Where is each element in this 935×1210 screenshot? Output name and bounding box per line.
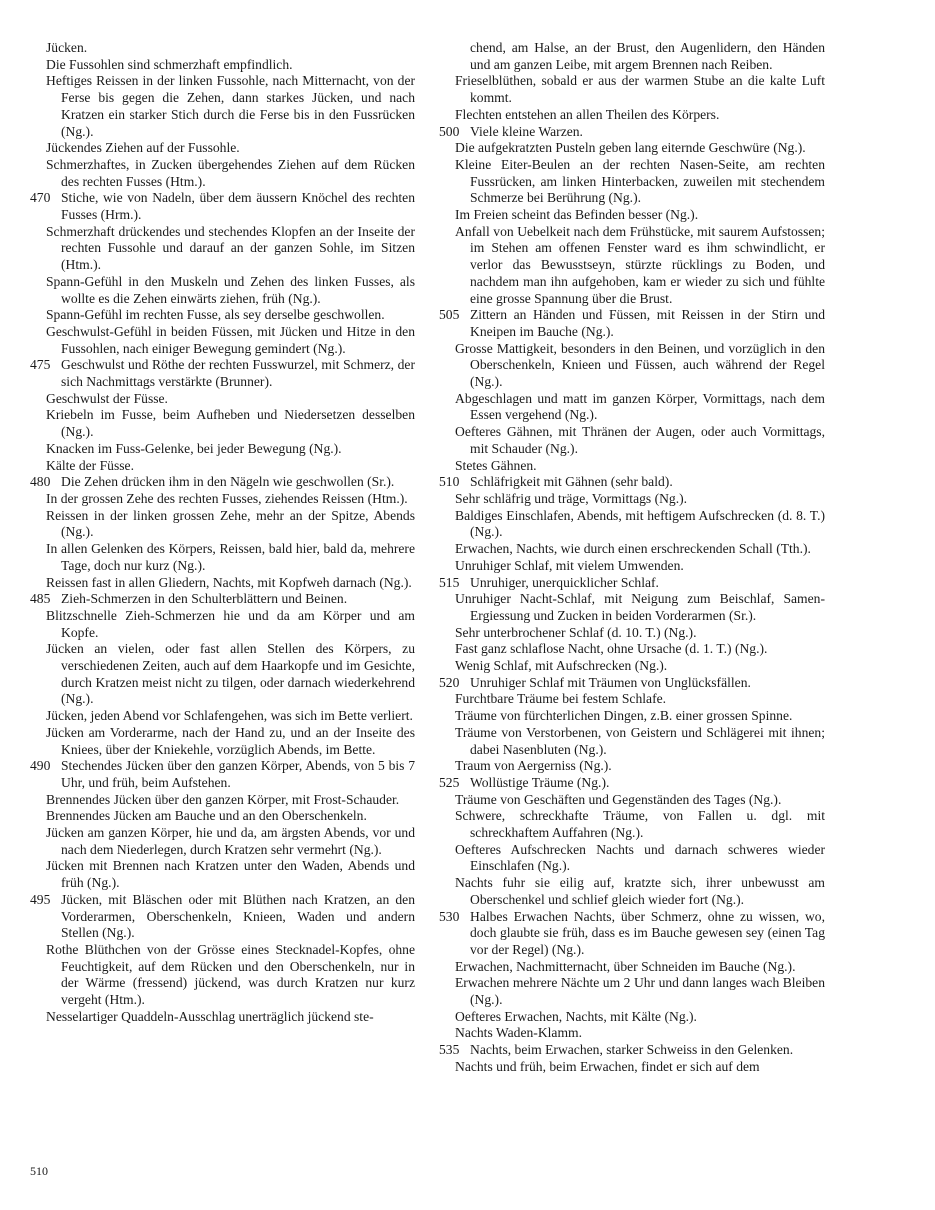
page-number: 510 (30, 1164, 48, 1178)
entry-text: Die Zehen drücken ihm in den Nägeln wie geschwollen (Sr.). (61, 474, 395, 490)
symptom-entry (30, 808, 415, 825)
entry-number: 470 (30, 190, 51, 206)
symptom-entry (30, 725, 415, 758)
entry-text: Jücken. (46, 40, 88, 55)
entry-text: Viele kleine Warzen. (470, 123, 583, 139)
entry-number: 490 (30, 758, 51, 774)
entry-text: Die Fussohlen sind schmerzhaft empfindlich. (46, 56, 293, 72)
entry-text: Baldiges Einschlafen, Abends, mit heftigem Aufschrecken (d. 8. T.) (Ng.). (455, 507, 825, 540)
entry-text: Fast ganz schlaflose Nacht, ohne Ursache (d. 1. T.) (Ng.). (455, 641, 768, 657)
symptom-entry (439, 975, 825, 1008)
symptom-entry (439, 725, 825, 758)
symptom-entry (439, 424, 825, 457)
entry-text: Oefteres Gähnen, mit Thränen der Augen, oder auch Vormittags, mit Schauder (Ng.). (455, 424, 825, 456)
symptom-entry (30, 274, 415, 307)
symptom-entry (30, 641, 415, 708)
symptom-entry (439, 875, 825, 908)
entry-text: Erwachen, Nachmitternacht, über Schneiden im Bauche (Ng.). (455, 958, 796, 974)
entry-text: Sehr unterbrochener Schlaf (d. 10. T.) (Ng.). (455, 624, 697, 640)
entry-text: Kriebeln im Fusse, beim Aufheben und Niedersetzen desselben (Ng.). (46, 407, 415, 440)
symptom-entry (439, 73, 825, 106)
symptom-entry (30, 825, 415, 858)
entry-number: 495 (30, 891, 51, 907)
symptom-entry (30, 324, 415, 357)
symptom-entry (30, 1009, 415, 1026)
entry-text: Träume von Geschäften und Gegenständen des Tages (Ng.). (455, 791, 782, 807)
entry-text: Geschwulst und Röthe der rechten Fusswurzel, mit Schmerz, der sich Nachmittags verstärkte (Brunner). (61, 357, 415, 390)
symptom-entry (30, 157, 415, 190)
entry-text: Oefteres Aufschrecken Nachts und darnach schweres wieder Einschlafen (Ng.). (455, 841, 825, 874)
symptom-entry (439, 341, 825, 391)
symptom-entry (30, 508, 415, 541)
symptom-entry (439, 792, 825, 809)
entry-text: Stetes Gähnen. (455, 457, 537, 473)
entry-text: Jücken, mit Bläschen oder mit Blüthen nach Kratzen, an den Vorderarmen, Oberschenkeln, Knieen, Waden und andern Stellen (Ng.). (61, 891, 415, 941)
entry-text: Stiche, wie von Nadeln, über dem äussern Knöchel des rechten Fusses (Hrm.). (61, 190, 415, 223)
symptom-entry (439, 1025, 825, 1042)
symptom-entry (30, 758, 415, 791)
entry-text: Erwachen, Nachts, wie durch einen erschreckenden Schall (Tth.). (455, 541, 811, 557)
symptom-entry (30, 40, 415, 57)
symptom-entry (30, 858, 415, 891)
entry-number: 510 (439, 474, 460, 490)
symptom-entry (439, 558, 825, 575)
symptom-entry (439, 508, 825, 541)
symptom-entry (30, 591, 415, 608)
symptom-entry (30, 391, 415, 408)
symptom-entry (439, 107, 825, 124)
entry-text: Heftiges Reissen in der linken Fussohle, nach Mitternacht, von der Ferse bis gegen die Zehen, dann starkes Jücken, und nach Kratzen ein starker Stich durch die Ferse bis in den Fussrücken (Ng.). (46, 73, 415, 139)
left-column (30, 40, 415, 1025)
entry-text: Nachts fuhr sie eilig auf, kratzte sich, ihrer unbewusst am Oberschenkel und schlief gleich wieder fort (Ng.). (455, 875, 825, 907)
entry-number: 535 (439, 1042, 460, 1058)
entry-text: Flechten entstehen an allen Theilen des Körpers. (455, 106, 720, 122)
symptom-entry (30, 73, 415, 140)
entry-text: Geschwulst der Füsse. (46, 390, 168, 406)
entry-text: Wenig Schlaf, mit Aufschrecken (Ng.). (455, 658, 668, 674)
entry-text: Nachts und früh, beim Erwachen, findet er sich auf dem (455, 1058, 760, 1074)
entry-text: Jücken, jeden Abend vor Schlafengehen, was sich im Bette verliert. (46, 708, 413, 724)
symptom-entry (439, 307, 825, 340)
entry-text: Furchtbare Träume bei festem Schlafe. (455, 691, 667, 707)
symptom-entry (30, 491, 415, 508)
symptom-entry (439, 491, 825, 508)
entry-number: 515 (439, 574, 460, 590)
right-column (439, 40, 825, 1076)
symptom-entry (30, 608, 415, 641)
entry-text: Sehr schläfrig und träge, Vormittags (Ng.). (455, 490, 688, 506)
entry-text: Nesselartiger Quaddeln-Ausschlag unerträglich jückend ste- (46, 1008, 374, 1024)
entry-text: Reissen fast in allen Gliedern, Nachts, mit Kopfweh darnach (Ng.). (46, 574, 412, 590)
symptom-entry (30, 708, 415, 725)
symptom-entry (439, 1042, 825, 1059)
entry-text: Jücken an vielen, oder fast allen Stellen des Körpers, zu verschiedenen Zeiten, auch auf dem Haarkopfe und im Gesichte, durch Kratzen meist nicht zu tilgen, oder darnach wiederkehrend (Ng.). (46, 641, 415, 707)
symptom-entry (30, 541, 415, 574)
entry-number: 485 (30, 591, 51, 607)
entry-text: Brennendes Jücken über den ganzen Körper, mit Frost-Schauder. (46, 791, 400, 807)
entry-text: Jücken am ganzen Körper, hie und da, am ärgsten Abends, vor und nach dem Niederlegen, durch Kratzen sehr vermehrt (Ng.). (46, 825, 415, 857)
symptom-entry (30, 407, 415, 440)
symptom-entry (439, 224, 825, 308)
entry-text: Nachts, beim Erwachen, starker Schweiss in den Gelenken. (470, 1042, 794, 1058)
entry-text: Spann-Gefühl im rechten Fusse, als sey derselbe geschwollen. (46, 307, 385, 323)
symptom-entry (439, 909, 825, 959)
symptom-entry (439, 708, 825, 725)
entry-text: Reissen in der linken grossen Zehe, mehr an der Spitze, Abends (Ng.). (46, 507, 415, 540)
entry-text: Die aufgekratzten Pusteln geben lang eiternde Geschwüre (Ng.). (455, 140, 806, 156)
symptom-entry (439, 625, 825, 642)
entry-number: 530 (439, 908, 460, 924)
entry-text: Blitzschnelle Zieh-Schmerzen hie und da am Körper und am Kopfe. (46, 607, 415, 640)
symptom-entry (30, 357, 415, 390)
symptom-entry (30, 307, 415, 324)
symptom-entry (439, 641, 825, 658)
symptom-entry (30, 458, 415, 475)
entry-number: 475 (30, 357, 51, 373)
entry-text: Schmerzhaftes, in Zucken übergehendes Ziehen auf dem Rücken des rechten Fusses (Htm.). (46, 156, 415, 189)
symptom-entry (439, 808, 825, 841)
entry-text: Schmerzhaft drückendes und stechendes Klopfen an der Inseite der rechten Fussohle und darauf an der ganzen Sohle, im Sitzen (Htm.). (46, 223, 415, 273)
symptom-entry (30, 190, 415, 223)
entry-text: Grosse Mattigkeit, besonders in den Beinen, und vorzüglich in den Oberschenkeln, Knieen und Füssen, auch während der Regel (Ng.). (455, 340, 825, 390)
entry-text: Stechendes Jücken über den ganzen Körper, Abends, von 5 bis 7 Uhr, und früh, beim Aufstehen. (61, 758, 415, 790)
entry-text: Jückendes Ziehen auf der Fussohle. (46, 140, 240, 156)
symptom-entry (439, 207, 825, 224)
symptom-entry (439, 1009, 825, 1026)
entry-text: Rothe Blüthchen von der Grösse eines Stecknadel-Kopfes, ohne Feuchtigkeit, auf dem Rücken und den Oberschenkeln, nur in der Wärme (fressend) jückend, was durch Kratzen nur kurz vergeht (Htm.). (46, 941, 415, 1008)
symptom-entry (439, 391, 825, 424)
symptom-entry (439, 842, 825, 875)
symptom-entry (439, 157, 825, 207)
entry-text: Zittern an Händen und Füssen, mit Reissen in der Stirn und Kneipen im Bauche (Ng.). (470, 307, 825, 339)
entry-text: Kleine Eiter-Beulen an der rechten Nasen-Seite, am rechten Fussrücken, am linken Hinterbacken, zuweilen mit stechendem Schmerze bei Berührung (Ng.). (455, 156, 825, 206)
symptom-entry (439, 40, 825, 73)
entry-number: 480 (30, 474, 51, 490)
entry-text: Unruhiger Schlaf, mit vielem Umwenden. (455, 557, 684, 573)
symptom-entry (439, 675, 825, 692)
entry-text: Schwere, schreckhafte Träume, von Fallen u. dgl. mit schreckhaftem Auffahren (Ng.). (455, 808, 825, 841)
symptom-entry (439, 474, 825, 491)
entry-text: Jücken am Vorderarme, nach der Hand zu, und an der Inseite des Kniees, über der Kniekehle, vorzüglich Abends, im Bette. (46, 724, 415, 757)
symptom-entry (439, 691, 825, 708)
entry-text: Zieh-Schmerzen in den Schulterblättern und Beinen. (61, 591, 348, 607)
entry-text: Unruhiger, unerquicklicher Schlaf. (470, 574, 659, 590)
symptom-entry (30, 575, 415, 592)
symptom-entry (30, 140, 415, 157)
entry-text: Knacken im Fuss-Gelenke, bei jeder Bewegung (Ng.). (46, 440, 342, 456)
entry-text: Oefteres Erwachen, Nachts, mit Kälte (Ng.). (455, 1008, 697, 1024)
entry-text: Geschwulst-Gefühl in beiden Füssen, mit Jücken und Hitze in den Fussohlen, nach einiger Bewegung gemindert (Ng.). (46, 323, 415, 356)
entry-text: Erwachen mehrere Nächte um 2 Uhr und dann langes wach Bleiben (Ng.). (455, 975, 825, 1008)
symptom-entry (439, 591, 825, 624)
entry-text: Im Freien scheint das Befinden besser (Ng.). (455, 207, 699, 223)
symptom-entry (439, 575, 825, 592)
entry-text: In der grossen Zehe des rechten Fusses, ziehendes Reissen (Htm.). (46, 490, 408, 506)
symptom-entry (439, 541, 825, 558)
entry-text: Nachts Waden-Klamm. (455, 1025, 583, 1041)
entry-text: Träume von fürchterlichen Dingen, z.B. einer grossen Spinne. (455, 708, 793, 724)
entry-text: Abgeschlagen und matt im ganzen Körper, Vormittags, nach dem Essen vergehend (Ng.). (455, 390, 825, 423)
entry-text: Spann-Gefühl in den Muskeln und Zehen des linken Fusses, als wollte es die Zehen einwärts ziehen, früh (Ng.). (46, 273, 415, 306)
symptom-entry (439, 140, 825, 157)
entry-number: 525 (439, 774, 460, 790)
entry-text: Kälte der Füsse. (46, 457, 134, 473)
entry-text: In allen Gelenken des Körpers, Reissen, bald hier, bald da, mehrere Tage, doch nur kurz (Ng.). (46, 541, 415, 573)
entry-text: Unruhiger Nacht-Schlaf, mit Neigung zum Beischlaf, Samen-Ergiessung und Zucken in beiden Vorderarmen (Sr.). (455, 591, 825, 623)
symptom-entry (30, 474, 415, 491)
entry-number: 520 (439, 674, 460, 690)
entry-text: Brennendes Jücken am Bauche und an den Oberschenkeln. (46, 808, 367, 824)
symptom-entry (30, 892, 415, 942)
symptom-entry (439, 1059, 825, 1076)
entry-text: Unruhiger Schlaf mit Träumen von Unglücksfällen. (470, 674, 751, 690)
symptom-entry (30, 57, 415, 74)
symptom-entry (30, 942, 415, 1009)
symptom-entry (30, 792, 415, 809)
symptom-entry (439, 458, 825, 475)
symptom-entry (439, 658, 825, 675)
entry-text: Schläfrigkeit mit Gähnen (sehr bald). (470, 474, 673, 490)
entry-text: Frieselblüthen, sobald er aus der warmen Stube an die kalte Luft kommt. (455, 73, 825, 106)
entry-text: Traum von Aergerniss (Ng.). (455, 758, 612, 774)
symptom-entry (439, 959, 825, 976)
symptom-entry (439, 124, 825, 141)
symptom-entry (30, 441, 415, 458)
entry-number: 505 (439, 307, 460, 323)
entry-text: Halbes Erwachen Nachts, über Schmerz, ohne zu wissen, wo, doch glaubte sie früh, dass es im Bauche gewesen sey (einen Tag vor der Regel) (Ng.). (470, 908, 825, 957)
entry-text: Träume von Verstorbenen, von Geistern und Schlägerei mit ihnen; dabei Nasenbluten (Ng.). (455, 724, 825, 757)
symptom-entry (30, 224, 415, 274)
symptom-entry (439, 758, 825, 775)
entry-text: Anfall von Uebelkeit nach dem Frühstücke, mit saurem Aufstossen; im Stehen am offenen Fenster ward es ihm schwindlicht, er verlor das Bewusstseyn, stürzte rücklings zu Boden, und nachdem man ihn aufgehoben, kam er wieder zu sich und fühlte eine grosse Spannung über die Brust. (455, 223, 825, 306)
entry-number: 500 (439, 123, 460, 139)
entry-text: Wollüstige Träume (Ng.). (470, 774, 610, 790)
entry-text: Jücken mit Brennen nach Kratzen unter den Waden, Abends und früh (Ng.). (46, 858, 415, 891)
entry-text: chend, am Halse, an der Brust, den Augenlidern, den Händen und am ganzen Leibe, mit argem Brennen nach Reiben. (470, 40, 825, 72)
symptom-entry (439, 775, 825, 792)
